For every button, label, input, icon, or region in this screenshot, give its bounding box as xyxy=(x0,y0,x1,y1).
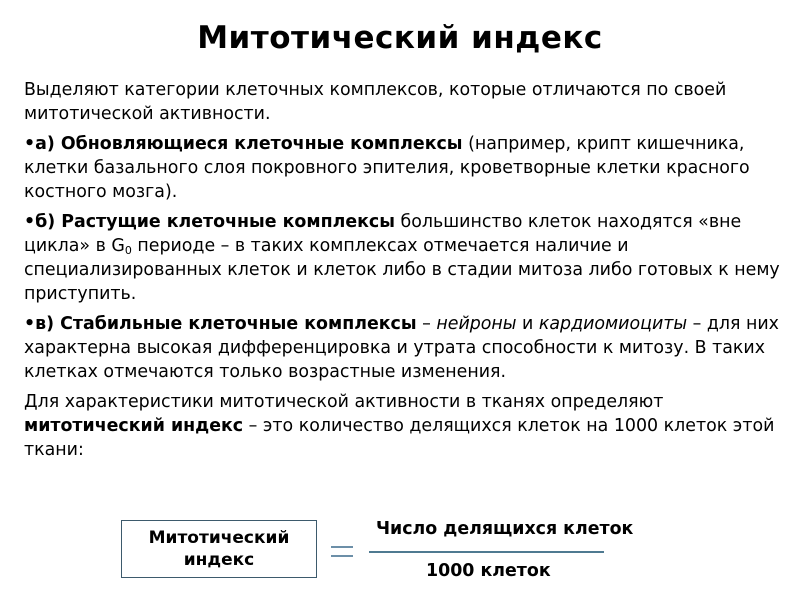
item-c-term-neurons: нейроны xyxy=(436,314,517,334)
equals-sign xyxy=(331,544,353,558)
equals-bar-bottom xyxy=(331,555,353,557)
formula-label: Митотический индекс xyxy=(148,528,290,570)
formula-denominator: 1000 клеток xyxy=(426,561,551,581)
formula-numerator: Число делящихся клеток xyxy=(376,519,634,539)
item-a-paragraph xyxy=(24,132,784,204)
item-a-text: (например, крипт кишечника, клетки базального слоя покровного эпителия, кроветворные клетки красного костного мозга). xyxy=(24,134,750,202)
item-b-paragraph xyxy=(24,210,784,306)
item-b-subscript: 0 xyxy=(124,244,132,257)
equals-bar-top xyxy=(331,546,353,548)
conclusion-text-before: Для характеристики митотической активности в тканях определяют xyxy=(24,392,664,412)
intro-paragraph: Выделяют категории клеточных комплексов, которые отличаются по своей митотической активности. xyxy=(24,80,727,124)
conclusion-term: митотический индекс xyxy=(24,416,244,436)
item-c-text: – для них характерна высокая дифференцировка и утрата способности к митозу. В таких клетках отмечаются только возрастные изменения. xyxy=(24,314,779,382)
item-b-text-after: периоде – в таких комплексах отмечается наличие и специализированных клеток и клеток либо в стадии митоза либо готовых к нему приступить. xyxy=(24,236,780,304)
conclusion-paragraph xyxy=(24,390,784,462)
item-c-term-cardiomyocytes: кардиомиоциты xyxy=(538,314,688,334)
slide-body xyxy=(24,78,784,468)
formula-label-box xyxy=(121,520,317,578)
item-a-heading: •а) Обновляющиеся клеточные комплексы xyxy=(24,134,463,154)
item-c-dash: – xyxy=(416,314,437,334)
item-c-conj: и xyxy=(516,314,539,334)
page-title: Митотический индекс xyxy=(197,20,603,56)
item-c-heading: •в) Стабильные клеточные комплексы xyxy=(24,314,417,334)
fraction-line xyxy=(369,551,604,553)
item-b-text-before: большинство клеток находятся «вне цикла» в G xyxy=(24,212,742,256)
conclusion-text-after: – это количество делящихся клеток на 1000 клеток этой ткани: xyxy=(24,416,775,460)
item-c-paragraph xyxy=(24,312,784,384)
item-b-heading: •б) Растущие клеточные комплексы xyxy=(24,212,395,232)
